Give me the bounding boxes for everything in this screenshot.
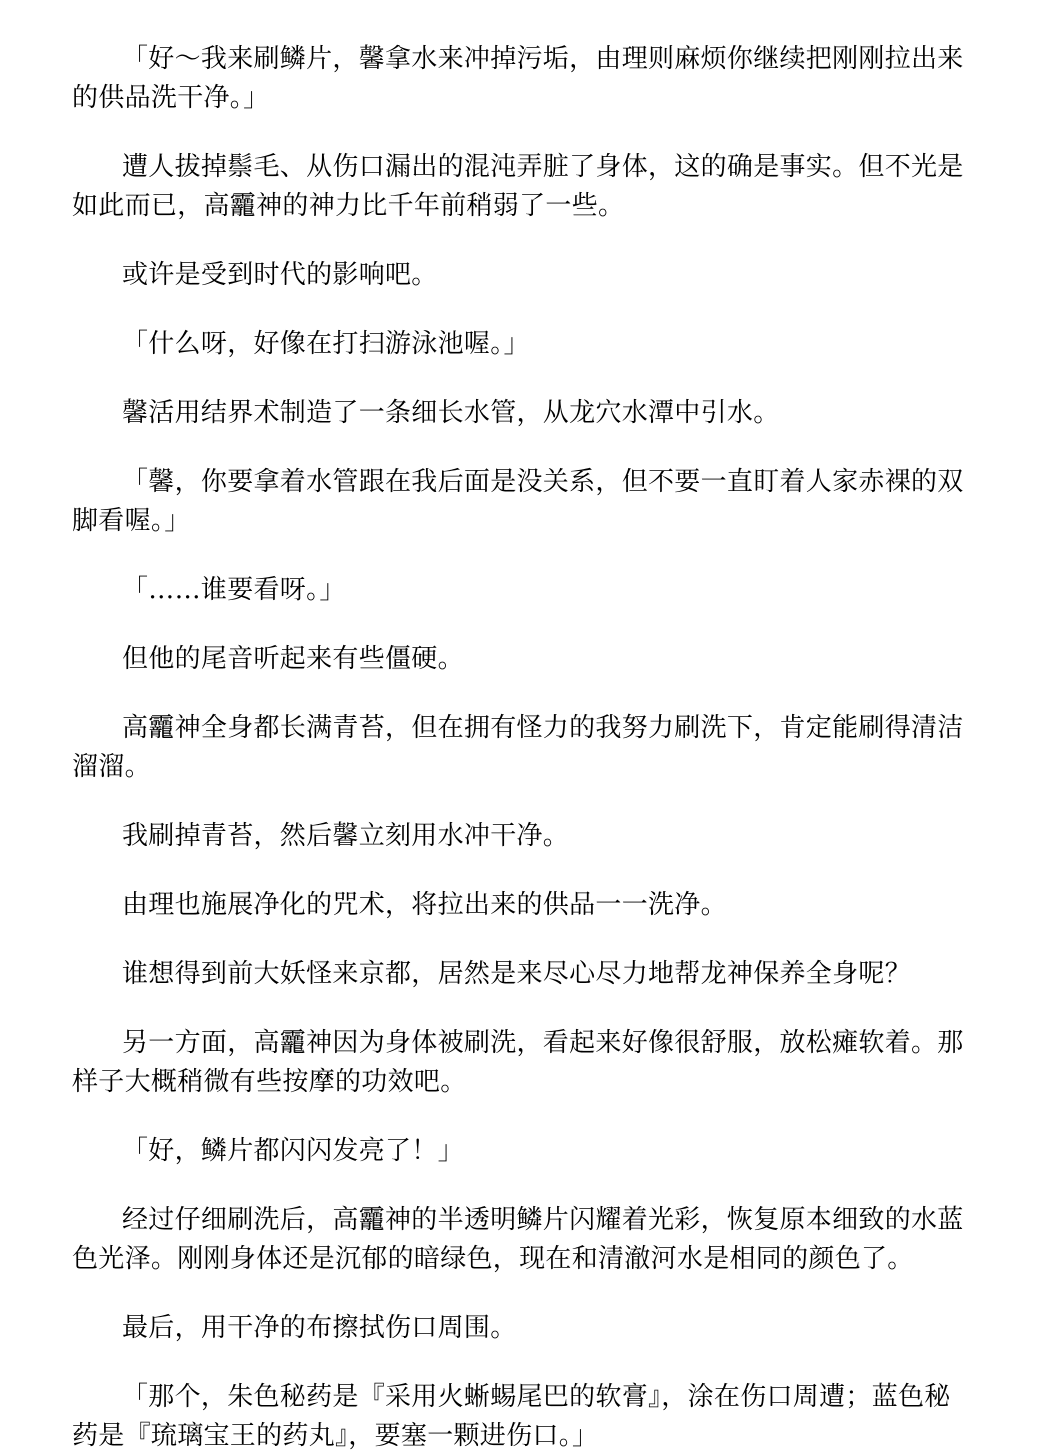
paragraph: 「好，鳞片都闪闪发亮了！」 <box>122 1136 464 1166</box>
paragraph: 我刷掉青苔，然后馨立刻用水冲干净。 <box>122 821 570 851</box>
paragraph: 高龗神全身都长满青苔，但在拥有怪力的我努力刷洗下，肯定能刷得清洁溜溜。 <box>72 713 964 782</box>
paragraph: 「什么呀，好像在打扫游泳池喔。」 <box>122 329 530 359</box>
paragraph: 「好～我来刷鳞片，馨拿水来冲掉污垢，由理则麻烦你继续把刚刚拉出来的供品洗干净。」 <box>72 44 964 113</box>
paragraph: 馨活用结界术制造了一条细长水管，从龙穴水潭中引水。 <box>122 398 780 428</box>
paragraph: 另一方面，高龗神因为身体被刷洗，看起来好像很舒服，放松瘫软着。那样子大概稍微有些按摩的功效吧。 <box>72 1028 964 1097</box>
paragraph: 或许是受到时代的影响吧。 <box>122 260 438 290</box>
paragraph: 「……谁要看呀。」 <box>122 575 346 605</box>
paragraph: 「馨，你要拿着水管跟在我后面是没关系，但不要一直盯着人家赤裸的双脚看喔。」 <box>72 467 964 536</box>
paragraph: 但他的尾音听起来有些僵硬。 <box>122 644 464 674</box>
paragraph: 谁想得到前大妖怪来京都，居然是来尽心尽力地帮龙神保养全身呢？ <box>122 959 912 989</box>
paragraph: 经过仔细刷洗后，高龗神的半透明鳞片闪耀着光彩，恢复原本细致的水蓝色光泽。刚刚身体还是沉郁的暗绿色，现在和清澈河水是相同的颜色了。 <box>72 1205 964 1274</box>
paragraph: 最后，用干净的布擦拭伤口周围。 <box>122 1313 517 1343</box>
paragraph: 遭人拔掉鬃毛、从伤口漏出的混沌弄脏了身体，这的确是事实。但不光是如此而已，高龗神的神力比千年前稍弱了一些。 <box>72 152 964 221</box>
paragraph: 由理也施展净化的咒术，将拉出来的供品一一洗净。 <box>122 890 727 920</box>
paragraph: 「那个，朱色秘药是『采用火蜥蜴尾巴的软膏』，涂在伤口周遭；蓝色秘药是『琉璃宝王的药丸』，要塞一颗进伤口。」 <box>72 1382 951 1451</box>
